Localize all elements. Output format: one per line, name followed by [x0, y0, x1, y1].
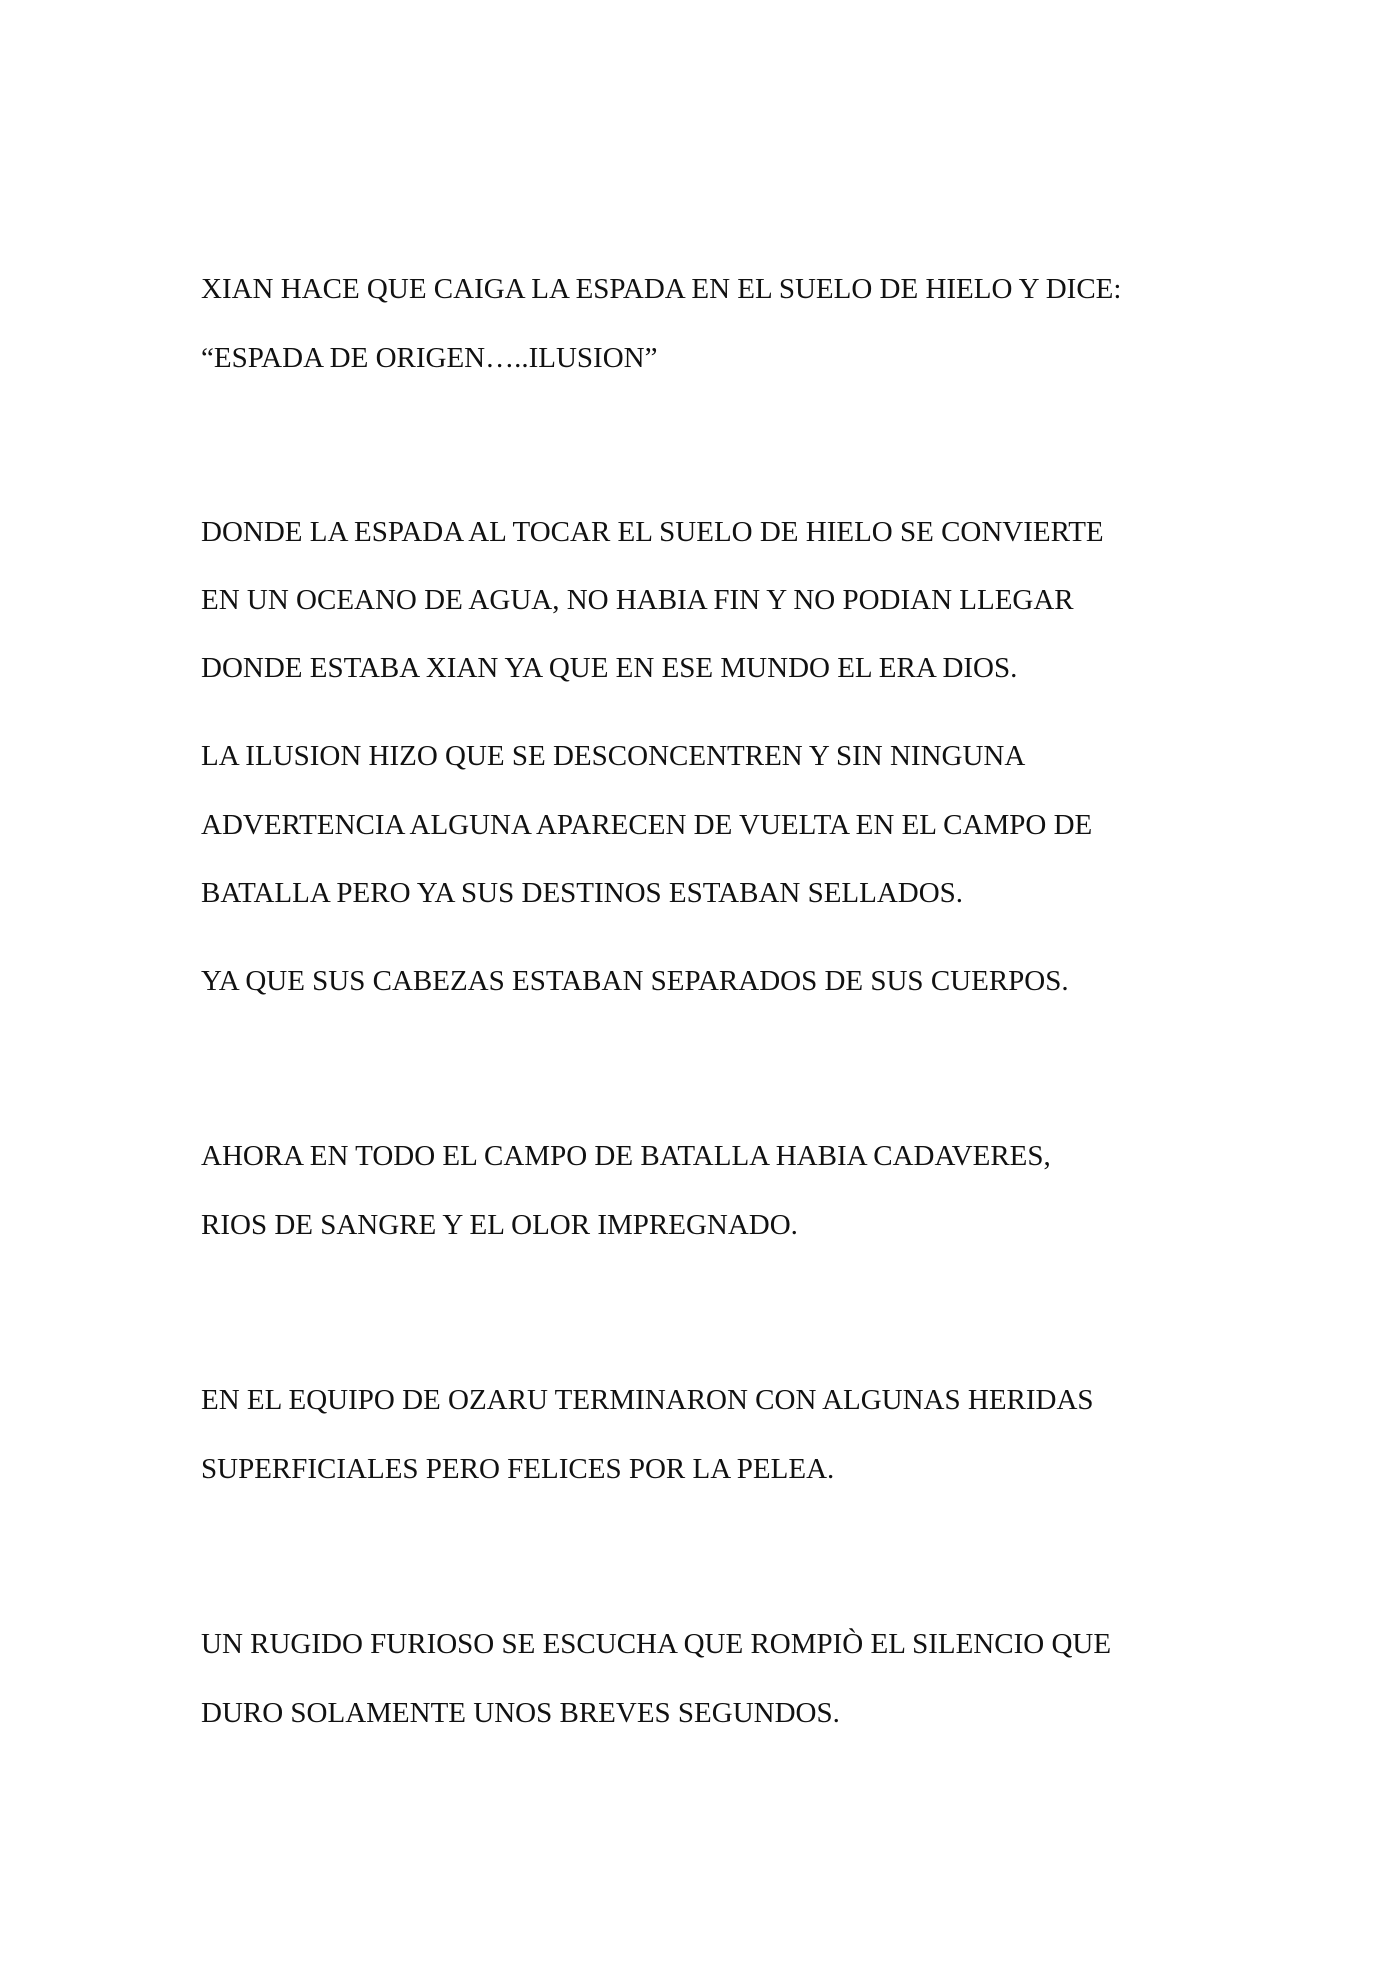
text-line: SUPERFICIALES PERO FELICES POR LA PELEA. — [201, 1453, 835, 1485]
text-line: DONDE LA ESPADA AL TOCAR EL SUELO DE HIELO SE CONVIERTE — [201, 516, 1104, 548]
text-line: DONDE ESTABA XIAN YA QUE EN ESE MUNDO EL ERA DIOS. — [201, 652, 1018, 684]
text-line: XIAN HACE QUE CAIGA LA ESPADA EN EL SUELO DE HIELO Y DICE: — [201, 273, 1122, 305]
text-line: AHORA EN TODO EL CAMPO DE BATALLA HABIA CADAVERES, — [201, 1140, 1051, 1172]
text-line: EN UN OCEANO DE AGUA, NO HABIA FIN Y NO PODIAN LLEGAR — [201, 584, 1074, 616]
text-line: YA QUE SUS CABEZAS ESTABAN SEPARADOS DE SUS CUERPOS. — [201, 965, 1069, 997]
text-line: “ESPADA DE ORIGEN…..ILUSION” — [201, 342, 658, 374]
text-line: UN RUGIDO FURIOSO SE ESCUCHA QUE ROMPIÒ EL SILENCIO QUE — [201, 1628, 1112, 1660]
text-line: DURO SOLAMENTE UNOS BREVES SEGUNDOS. — [201, 1697, 840, 1729]
text-line: BATALLA PERO YA SUS DESTINOS ESTABAN SELLADOS. — [201, 877, 964, 909]
text-line: ADVERTENCIA ALGUNA APARECEN DE VUELTA EN EL CAMPO DE — [201, 809, 1093, 841]
text-line: RIOS DE SANGRE Y EL OLOR IMPREGNADO. — [201, 1209, 798, 1241]
text-line: LA ILUSION HIZO QUE SE DESCONCENTREN Y SIN NINGUNA — [201, 740, 1026, 772]
text-line: EN EL EQUIPO DE OZARU TERMINARON CON ALGUNAS HERIDAS — [201, 1384, 1094, 1416]
